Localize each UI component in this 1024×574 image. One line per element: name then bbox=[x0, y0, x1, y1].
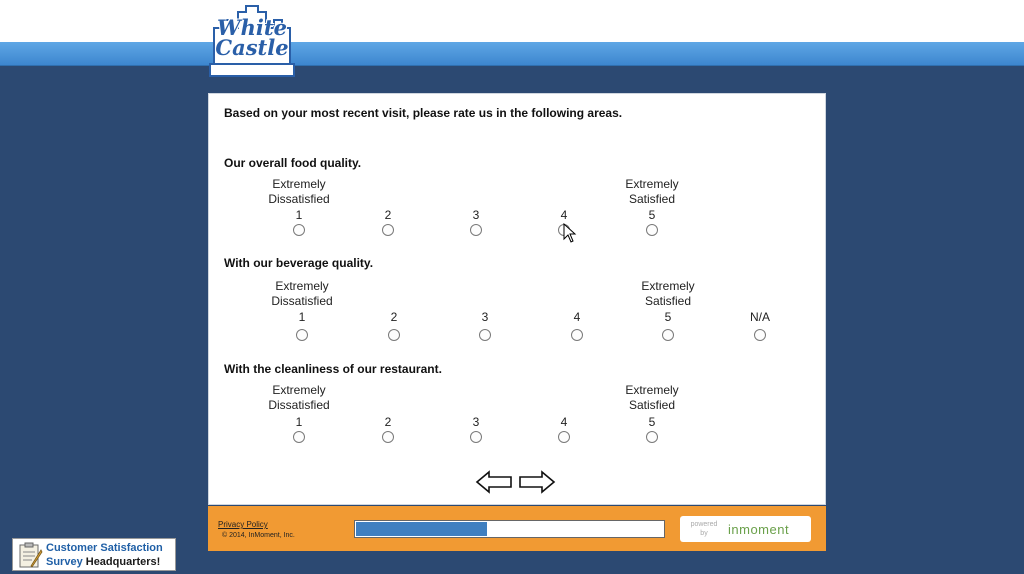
option-label-1: 1 bbox=[295, 208, 303, 222]
radio-option-3[interactable] bbox=[470, 224, 482, 236]
low-anchor-line1: Extremely bbox=[272, 177, 326, 191]
low-anchor bbox=[249, 383, 349, 413]
high-anchor-line2: Satisfied bbox=[628, 398, 676, 412]
powered-by-inmoment[interactable] bbox=[680, 516, 811, 542]
low-anchor-line2: Dissatisfied bbox=[271, 294, 333, 308]
high-anchor-line2: Satisfied bbox=[628, 192, 676, 206]
radio-option-2[interactable] bbox=[388, 329, 400, 341]
question-food-quality: Our overall food quality. bbox=[224, 156, 362, 170]
radio-option-3[interactable] bbox=[479, 329, 491, 341]
survey-headquarters-badge bbox=[12, 538, 176, 571]
privacy-policy-link[interactable]: Privacy Policy bbox=[218, 520, 268, 529]
survey-footer bbox=[208, 506, 826, 551]
question-beverage-quality: With our beverage quality. bbox=[224, 256, 374, 270]
clipboard-icon bbox=[17, 542, 43, 574]
low-anchor-line2: Dissatisfied bbox=[268, 192, 330, 206]
high-anchor bbox=[618, 279, 718, 309]
logo-text bbox=[206, 15, 298, 60]
option-label-3: 3 bbox=[472, 208, 480, 222]
option-label-3: 3 bbox=[481, 310, 489, 324]
option-label-5: 5 bbox=[664, 310, 672, 324]
badge-line2-a: Survey bbox=[46, 556, 86, 568]
survey-intro: Based on your most recent visit, please rate us in the following areas. bbox=[224, 106, 623, 120]
top-white-bar bbox=[0, 0, 1024, 42]
badge-line1: Customer Satisfaction bbox=[46, 542, 163, 554]
survey-card bbox=[208, 93, 826, 505]
progress-fill bbox=[356, 522, 487, 536]
copyright-text: © 2014, InMoment, Inc. bbox=[222, 532, 295, 539]
high-anchor-line1: Extremely bbox=[641, 279, 695, 293]
powered-by-line2: by bbox=[700, 530, 708, 537]
radio-option-2[interactable] bbox=[382, 224, 394, 236]
high-anchor bbox=[602, 177, 702, 207]
option-label-2: 2 bbox=[390, 310, 398, 324]
powered-by-line1: powered bbox=[690, 521, 718, 528]
high-anchor-line1: Extremely bbox=[625, 177, 679, 191]
low-anchor bbox=[249, 177, 349, 207]
option-label-5: 5 bbox=[648, 208, 656, 222]
header-blue-bar bbox=[0, 42, 1024, 66]
high-anchor bbox=[602, 383, 702, 413]
progress-bar bbox=[354, 520, 665, 538]
radio-option-5[interactable] bbox=[646, 224, 658, 236]
radio-option-1[interactable] bbox=[293, 431, 305, 443]
radio-option-1[interactable] bbox=[296, 329, 308, 341]
option-label-4: 4 bbox=[573, 310, 581, 324]
low-anchor bbox=[252, 279, 352, 309]
radio-option-3[interactable] bbox=[470, 431, 482, 443]
option-label-1: 1 bbox=[295, 415, 303, 429]
mouse-pointer-icon bbox=[563, 223, 577, 248]
option-label-3: 3 bbox=[472, 415, 480, 429]
radio-option-1[interactable] bbox=[293, 224, 305, 236]
logo-line1: White bbox=[217, 15, 287, 40]
option-label-4: 4 bbox=[560, 415, 568, 429]
powered-by-text bbox=[688, 520, 720, 538]
white-castle-logo[interactable] bbox=[206, 4, 298, 80]
radio-option-5[interactable] bbox=[646, 431, 658, 443]
option-label-2: 2 bbox=[384, 415, 392, 429]
badge-line2 bbox=[46, 556, 160, 568]
arrow-left-icon bbox=[475, 470, 513, 494]
low-anchor-line2: Dissatisfied bbox=[268, 398, 330, 412]
option-label-5: 5 bbox=[648, 415, 656, 429]
radio-option-na[interactable] bbox=[754, 329, 766, 341]
next-button[interactable] bbox=[518, 470, 556, 499]
option-label-2: 2 bbox=[384, 208, 392, 222]
arrow-right-icon bbox=[518, 470, 556, 494]
low-anchor-line1: Extremely bbox=[275, 279, 329, 293]
badge-line2-b: Headquarters! bbox=[85, 556, 161, 568]
option-label-1: 1 bbox=[298, 310, 306, 324]
back-button[interactable] bbox=[475, 470, 513, 499]
radio-option-4[interactable] bbox=[571, 329, 583, 341]
question-cleanliness: With the cleanliness of our restaurant. bbox=[224, 362, 442, 376]
logo-line2: Castle bbox=[215, 35, 289, 60]
inmoment-brand: inmoment bbox=[728, 522, 790, 537]
radio-option-2[interactable] bbox=[382, 431, 394, 443]
radio-option-4[interactable] bbox=[558, 431, 570, 443]
low-anchor-line1: Extremely bbox=[272, 383, 326, 397]
option-label-4: 4 bbox=[560, 208, 568, 222]
high-anchor-line1: Extremely bbox=[625, 383, 679, 397]
option-label-na: N/A bbox=[749, 310, 770, 324]
radio-option-5[interactable] bbox=[662, 329, 674, 341]
high-anchor-line2: Satisfied bbox=[644, 294, 692, 308]
